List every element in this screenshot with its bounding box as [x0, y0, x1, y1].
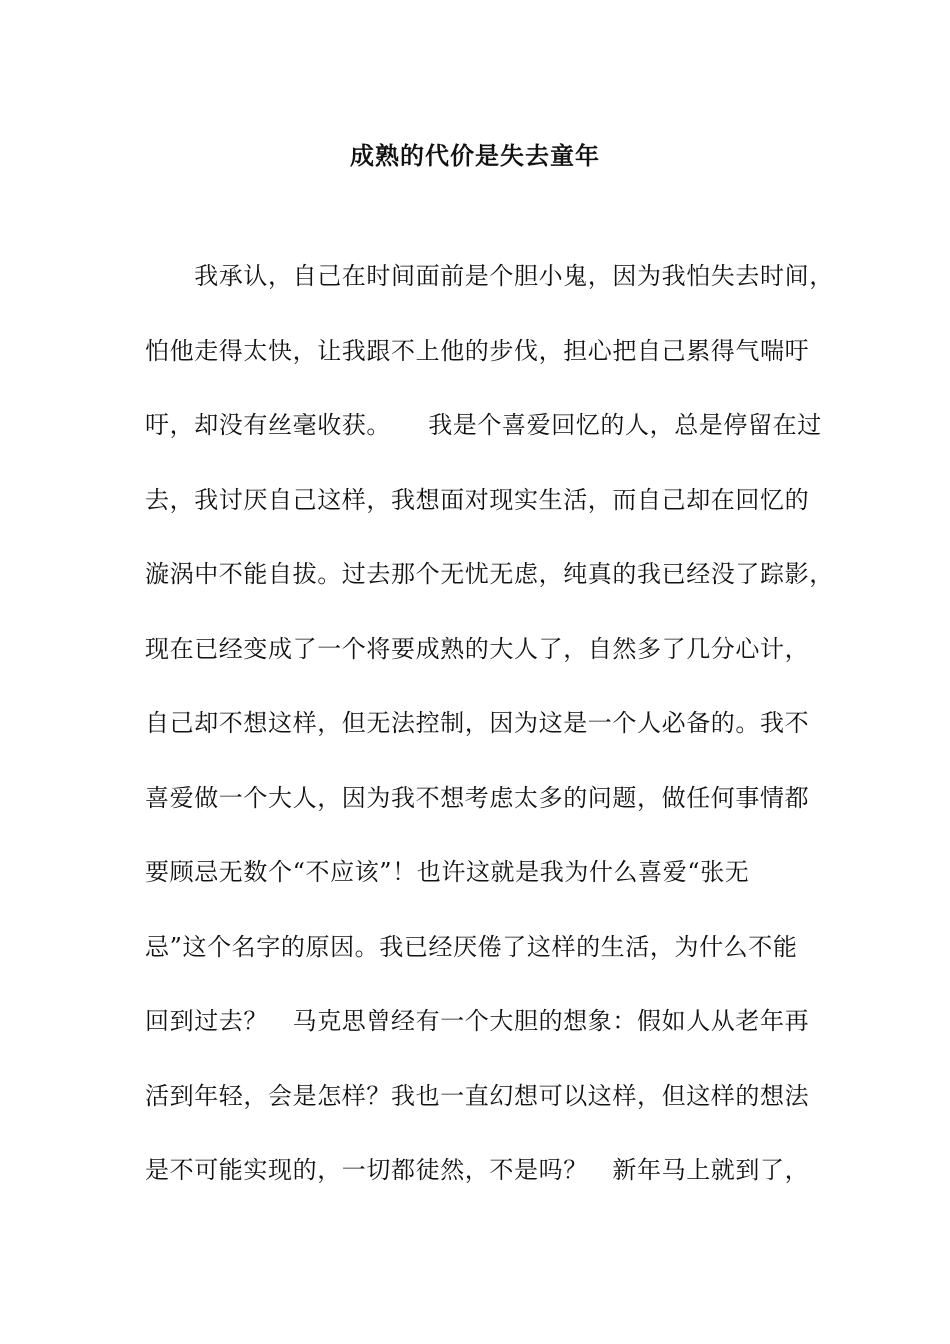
text-line: 喜爱做一个大人，因为我不想考虑太多的问题，做任何事情都 — [145, 783, 810, 812]
text-line: 漩涡中不能自拔。过去那个无忧无虑，纯真的我已经没了踪影， — [145, 560, 834, 588]
text-line: 忌”这个名字的原因。我已经厌倦了这样的生活，为什么不能 — [145, 932, 798, 961]
text-line: 回到过去？ 马克思曾经有一个大胆的想象：假如人从老年再 — [145, 1007, 810, 1035]
text-line: 怕他走得太快，让我跟不上他的步伐，担心把自己累得气喘吁 — [145, 336, 810, 365]
text-line: 去，我讨厌自己这样，我想面对现实生活，而自己却在回忆的 — [145, 485, 810, 514]
text-line: 要顾忌无数个“不应该”！也许这就是我为什么喜爱“张无 — [145, 858, 750, 886]
text-line: 吁，却没有丝毫收获。 我是个喜爱回忆的人，总是停留在过 — [145, 411, 822, 439]
document-title: 成熟的代价是失去童年 — [350, 141, 600, 170]
text-line: 我承认，自己在时间面前是个胆小鬼，因为我怕失去时间， — [145, 262, 834, 290]
text-line: 活到年轻，会是怎样？我也一直幻想可以这样，但这样的想法 — [145, 1081, 810, 1110]
text-line: 自己却不想这样，但无法控制，因为这是一个人必备的。我不 — [145, 709, 810, 737]
document-body — [145, 258, 834, 1227]
text-line: 现在已经变成了一个将要成熟的大人了，自然多了几分心计， — [145, 634, 810, 663]
text-line: 是不可能实现的，一切都徒然，不是吗？ 新年马上就到了， — [145, 1156, 810, 1184]
